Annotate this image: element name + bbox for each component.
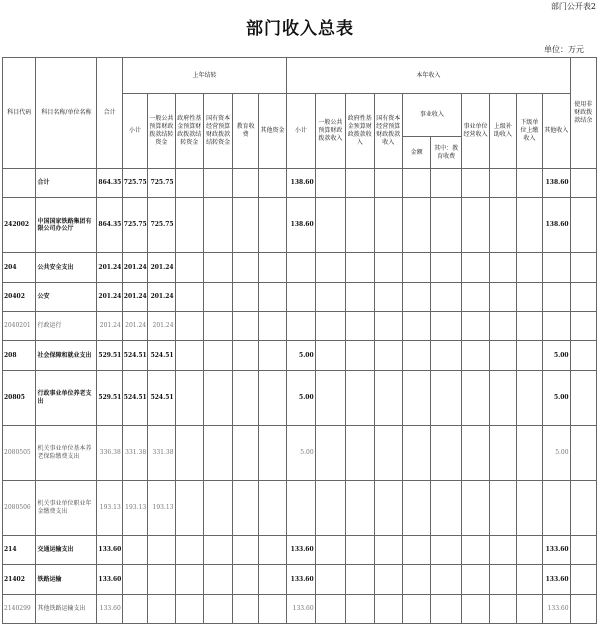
row-value: [233, 312, 258, 341]
row-value: [543, 282, 571, 311]
row-value: [258, 253, 286, 282]
row-value: [148, 594, 175, 623]
row-name: 中国国家铁路集团有限公司办公厅: [36, 198, 97, 253]
row-value: [374, 341, 402, 370]
row-value: 193.13: [97, 480, 122, 535]
row-value: [374, 565, 402, 594]
table-number-label: 部门公开表2: [550, 2, 596, 11]
row-value: [175, 282, 203, 311]
row-value: [516, 370, 542, 425]
header-cur-fund: 政府性基金预算财政拨款收入: [346, 94, 374, 169]
table-row: [3, 253, 597, 282]
row-value: [258, 480, 286, 535]
row-value: [490, 282, 516, 311]
table-row: [3, 594, 597, 623]
row-value: 524.51: [148, 341, 175, 370]
row-value: [490, 341, 516, 370]
row-value: 201.24: [97, 282, 122, 311]
row-value: 138.60: [287, 198, 315, 253]
row-name: 合计: [36, 169, 97, 198]
row-value: [346, 198, 374, 253]
row-value: 5.00: [287, 341, 315, 370]
row-value: [287, 253, 315, 282]
row-name: 其他铁路运输支出: [36, 594, 97, 623]
row-value: [461, 341, 489, 370]
row-value: 5.00: [287, 370, 315, 425]
row-value: 138.60: [543, 169, 571, 198]
row-value: 529.51: [97, 370, 122, 425]
row-value: 193.13: [122, 480, 147, 535]
row-value: [402, 282, 430, 311]
row-value: 201.24: [122, 253, 147, 282]
row-value: [203, 370, 232, 425]
row-value: [516, 425, 542, 480]
row-value: [431, 536, 461, 565]
header-cur-business: 事业收入: [402, 94, 461, 137]
row-value: [175, 594, 203, 623]
row-name: 铁路运输: [36, 565, 97, 594]
row-value: [346, 594, 374, 623]
row-value: [203, 169, 232, 198]
row-value: 336.38: [97, 425, 122, 480]
row-value: [233, 341, 258, 370]
row-value: [203, 312, 232, 341]
row-value: 133.60: [287, 594, 315, 623]
row-value: [402, 594, 430, 623]
row-value: 524.51: [122, 341, 147, 370]
row-value: [490, 594, 516, 623]
row-value: [233, 536, 258, 565]
row-value: [203, 425, 232, 480]
row-value: [461, 169, 489, 198]
row-value: [431, 594, 461, 623]
row-value: [258, 282, 286, 311]
row-value: [233, 425, 258, 480]
row-value: [148, 565, 175, 594]
row-value: 201.24: [122, 282, 147, 311]
row-code: 21402: [3, 565, 36, 594]
row-value: [516, 341, 542, 370]
row-value: [346, 480, 374, 535]
row-value: [346, 282, 374, 311]
row-value: [203, 253, 232, 282]
row-value: [516, 282, 542, 311]
row-value: [570, 341, 596, 370]
row-value: [315, 565, 345, 594]
row-value: 864.35: [97, 169, 122, 198]
row-value: 133.60: [287, 565, 315, 594]
page-title: 部门收入总表: [246, 19, 354, 39]
row-value: [490, 425, 516, 480]
row-value: [374, 425, 402, 480]
row-value: [516, 594, 542, 623]
row-value: [461, 480, 489, 535]
row-value: [175, 341, 203, 370]
row-name: 公安: [36, 282, 97, 311]
row-value: 5.00: [543, 425, 571, 480]
row-value: [431, 480, 461, 535]
row-value: 201.24: [97, 253, 122, 282]
row-value: [402, 169, 430, 198]
header-cur-state: 国有资本经营预算财政拨款收入: [374, 94, 402, 169]
row-value: [346, 536, 374, 565]
row-value: [175, 253, 203, 282]
row-value: [461, 253, 489, 282]
header-cur-business-amount: 金额: [402, 137, 430, 169]
header-prev-carryover: 上年结转: [122, 58, 286, 94]
row-value: 725.75: [122, 198, 147, 253]
row-name: 社会保障和就业支出: [36, 341, 97, 370]
row-value: [490, 169, 516, 198]
row-value: [543, 253, 571, 282]
row-value: [516, 253, 542, 282]
row-name: 行政事业单位养老支出: [36, 370, 97, 425]
row-value: 524.51: [122, 370, 147, 425]
row-value: 5.00: [287, 425, 315, 480]
row-value: [431, 341, 461, 370]
row-value: [122, 594, 147, 623]
row-value: [175, 370, 203, 425]
table-row: [3, 370, 597, 425]
row-value: [233, 594, 258, 623]
row-value: [315, 198, 345, 253]
header-prev-general: 一般公共预算财政拨款结转资金: [148, 94, 175, 169]
table-row: [3, 565, 597, 594]
row-value: [374, 198, 402, 253]
row-value: [346, 312, 374, 341]
row-value: [431, 425, 461, 480]
row-value: [287, 282, 315, 311]
row-value: [570, 169, 596, 198]
header-prev-subtotal: 小计: [122, 94, 147, 169]
row-value: 133.60: [543, 594, 571, 623]
row-value: [516, 169, 542, 198]
row-value: [315, 480, 345, 535]
row-value: [374, 480, 402, 535]
unit-label: 单位：万元: [544, 45, 584, 54]
row-value: [461, 282, 489, 311]
row-value: [402, 312, 430, 341]
row-value: [315, 594, 345, 623]
row-value: 864.35: [97, 198, 122, 253]
row-value: [233, 253, 258, 282]
row-value: [490, 198, 516, 253]
row-value: 201.24: [148, 282, 175, 311]
header-current-income: 本年收入: [287, 58, 570, 94]
row-value: [490, 536, 516, 565]
row-value: [516, 536, 542, 565]
row-value: [346, 565, 374, 594]
table-row: [3, 169, 597, 198]
row-value: [287, 480, 315, 535]
row-value: [233, 198, 258, 253]
row-value: 331.38: [122, 425, 147, 480]
row-value: [461, 198, 489, 253]
row-value: [175, 198, 203, 253]
header-total: 合计: [97, 58, 122, 169]
header-cur-other: 其他收入: [543, 94, 571, 169]
row-value: [431, 253, 461, 282]
table-row: [3, 198, 597, 253]
row-value: 133.60: [97, 594, 122, 623]
row-name: 机关事业单位基本养老保险缴费支出: [36, 425, 97, 480]
row-value: [203, 565, 232, 594]
row-value: [287, 312, 315, 341]
row-name: 机关事业单位职业年金缴费支出: [36, 480, 97, 535]
row-value: [516, 198, 542, 253]
row-value: [570, 425, 596, 480]
row-code: 242002: [3, 198, 36, 253]
row-value: 193.13: [148, 480, 175, 535]
row-value: 133.60: [543, 565, 571, 594]
row-value: [516, 480, 542, 535]
row-value: [516, 312, 542, 341]
row-value: [570, 594, 596, 623]
row-code: 208: [3, 341, 36, 370]
row-value: [203, 594, 232, 623]
row-value: [258, 312, 286, 341]
row-value: [233, 282, 258, 311]
row-value: [175, 536, 203, 565]
row-value: [203, 341, 232, 370]
row-value: 133.60: [97, 536, 122, 565]
row-value: [346, 425, 374, 480]
row-value: [346, 253, 374, 282]
row-code: 2040201: [3, 312, 36, 341]
row-value: [258, 169, 286, 198]
table-row: [3, 341, 597, 370]
row-value: [233, 565, 258, 594]
row-value: [570, 536, 596, 565]
row-code: 204: [3, 253, 36, 282]
row-value: [402, 370, 430, 425]
row-value: [374, 282, 402, 311]
row-value: [258, 565, 286, 594]
row-value: [315, 536, 345, 565]
row-value: [374, 312, 402, 341]
row-value: [315, 169, 345, 198]
row-value: [374, 253, 402, 282]
row-value: 201.24: [148, 253, 175, 282]
row-value: [431, 370, 461, 425]
row-value: [490, 370, 516, 425]
row-value: [346, 169, 374, 198]
row-value: [490, 312, 516, 341]
row-value: [570, 480, 596, 535]
row-value: [543, 312, 571, 341]
row-value: [258, 341, 286, 370]
row-value: [570, 312, 596, 341]
row-value: [315, 341, 345, 370]
row-value: [461, 594, 489, 623]
row-value: [315, 253, 345, 282]
row-code: 2080505: [3, 425, 36, 480]
row-value: [315, 425, 345, 480]
header-cur-subunit: 下级单位上缴收入: [516, 94, 542, 169]
row-value: [233, 370, 258, 425]
row-value: [570, 282, 596, 311]
row-value: [148, 536, 175, 565]
row-name: 行政运行: [36, 312, 97, 341]
row-code: 20402: [3, 282, 36, 311]
header-code: 科目代码: [3, 58, 36, 169]
row-value: [431, 169, 461, 198]
row-value: [543, 480, 571, 535]
row-value: 725.75: [148, 169, 175, 198]
row-value: [122, 565, 147, 594]
row-value: [203, 480, 232, 535]
row-value: 201.24: [97, 312, 122, 341]
row-value: [346, 370, 374, 425]
row-value: [175, 425, 203, 480]
row-value: [315, 312, 345, 341]
row-value: [258, 198, 286, 253]
row-value: [203, 198, 232, 253]
row-value: [315, 282, 345, 311]
row-value: [570, 253, 596, 282]
row-value: [402, 341, 430, 370]
row-value: [258, 425, 286, 480]
row-value: [490, 480, 516, 535]
row-value: [570, 565, 596, 594]
row-value: [490, 253, 516, 282]
row-value: [402, 425, 430, 480]
table-row: [3, 480, 597, 535]
row-value: [402, 253, 430, 282]
row-value: [461, 370, 489, 425]
row-value: [402, 198, 430, 253]
row-value: [374, 169, 402, 198]
row-value: 5.00: [543, 370, 571, 425]
row-value: [122, 536, 147, 565]
row-value: [461, 536, 489, 565]
row-value: [233, 480, 258, 535]
row-value: 133.60: [543, 536, 571, 565]
row-value: [258, 370, 286, 425]
header-name: 科目名称/单位名称: [36, 58, 97, 169]
row-value: [490, 565, 516, 594]
header-cur-operating: 事业单位经营收入: [461, 94, 489, 169]
row-value: 331.38: [148, 425, 175, 480]
row-value: [203, 282, 232, 311]
row-value: [431, 282, 461, 311]
row-value: 524.51: [148, 370, 175, 425]
row-name: 公共安全支出: [36, 253, 97, 282]
header-non-fiscal-balance: 使用非财政拨款结余: [570, 58, 596, 169]
row-value: [258, 536, 286, 565]
table-row: [3, 425, 597, 480]
row-code: [3, 169, 36, 198]
row-value: [461, 425, 489, 480]
row-value: [402, 536, 430, 565]
row-value: 133.60: [287, 536, 315, 565]
row-value: [175, 312, 203, 341]
table-row: [3, 282, 597, 311]
table-row: [3, 312, 597, 341]
row-value: 201.24: [122, 312, 147, 341]
header-prev-edu: 教育收费: [233, 94, 258, 169]
row-value: [402, 565, 430, 594]
row-code: 214: [3, 536, 36, 565]
row-value: [175, 480, 203, 535]
header-cur-subsidy: 上级补助收入: [490, 94, 516, 169]
row-value: [175, 169, 203, 198]
row-value: 138.60: [543, 198, 571, 253]
row-value: [516, 565, 542, 594]
row-value: [461, 565, 489, 594]
row-value: 5.00: [543, 341, 571, 370]
row-value: [431, 198, 461, 253]
row-code: 2080506: [3, 480, 36, 535]
row-code: 20805: [3, 370, 36, 425]
header-cur-general: 一般公共预算财政拨款收入: [315, 94, 345, 169]
income-summary-table: [2, 57, 597, 624]
row-value: [374, 370, 402, 425]
row-value: [258, 594, 286, 623]
table-row: [3, 536, 597, 565]
row-value: 725.75: [122, 169, 147, 198]
row-value: [431, 312, 461, 341]
row-value: 133.60: [97, 565, 122, 594]
header-prev-other: 其他资金: [258, 94, 286, 169]
row-value: [233, 169, 258, 198]
header-prev-fund: 政府性基金预算财政拨款结转资金: [175, 94, 203, 169]
row-code: 2140299: [3, 594, 36, 623]
header-prev-state: 国有资本经营预算财政拨款结转资金: [203, 94, 232, 169]
row-value: [461, 312, 489, 341]
row-value: [570, 198, 596, 253]
row-value: 529.51: [97, 341, 122, 370]
row-value: [431, 565, 461, 594]
row-value: [346, 341, 374, 370]
row-value: [402, 480, 430, 535]
row-value: 138.60: [287, 169, 315, 198]
row-value: [570, 370, 596, 425]
header-cur-business-edu: 其中：教育收费: [431, 137, 461, 169]
row-value: [374, 594, 402, 623]
row-value: 725.75: [148, 198, 175, 253]
header-cur-subtotal: 小计: [287, 94, 315, 169]
row-value: [315, 370, 345, 425]
row-value: [203, 536, 232, 565]
row-name: 交通运输支出: [36, 536, 97, 565]
row-value: 201.24: [148, 312, 175, 341]
row-value: [175, 565, 203, 594]
row-value: [374, 536, 402, 565]
